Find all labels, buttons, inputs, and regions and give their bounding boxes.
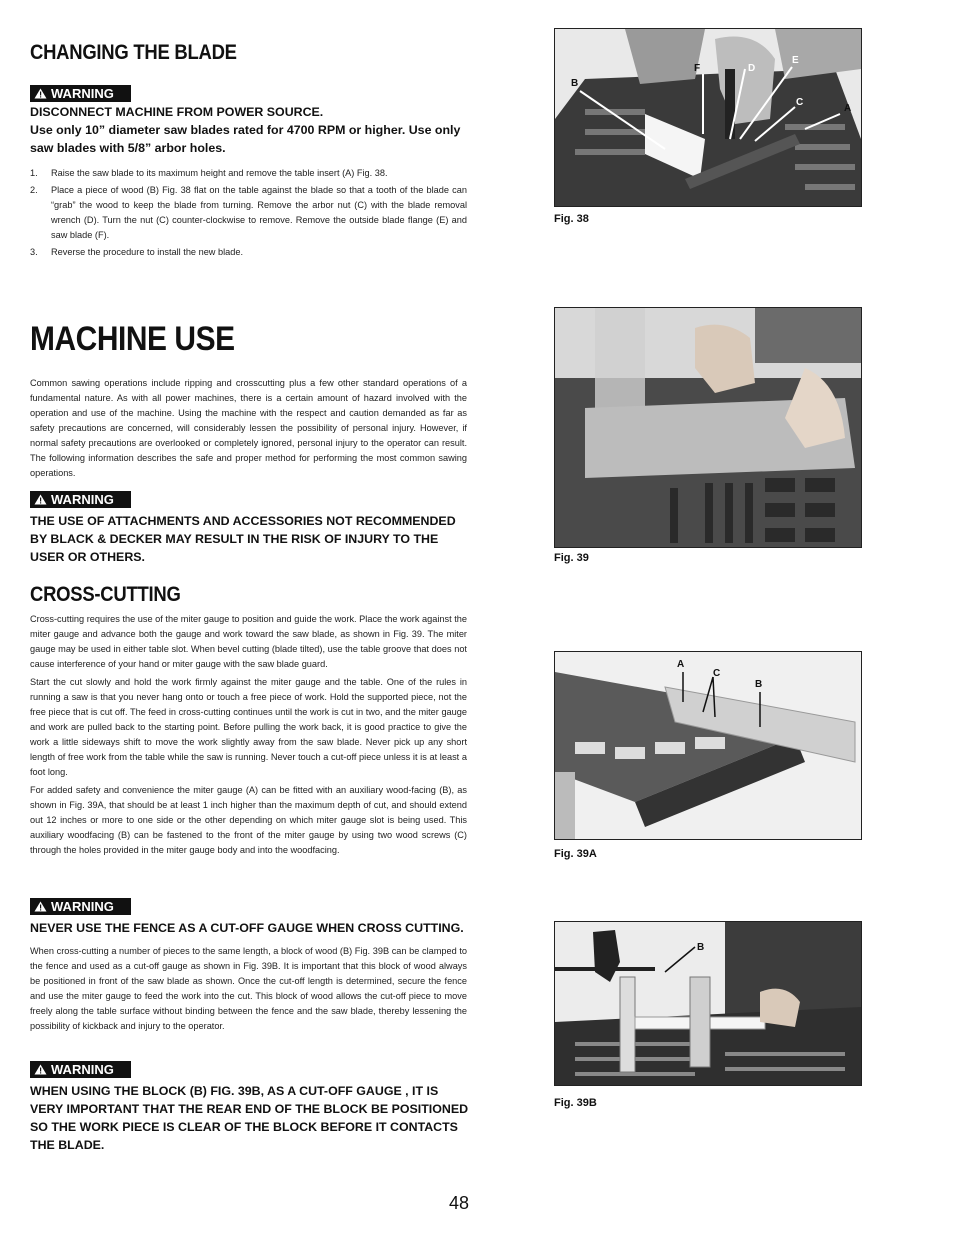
fig39a-label-a: A xyxy=(677,659,685,670)
list-item: 1. Raise the saw blade to its maximum height and remove the table insert (A) Fig. 38. xyxy=(30,168,388,178)
cross-cutting-heading: CROSS-CUTTING xyxy=(30,583,181,606)
warning-badge xyxy=(30,898,131,915)
warning-label: WARNING xyxy=(51,86,114,101)
fig39b-caption: Fig. 39B xyxy=(554,1097,597,1109)
list-item: 2. Place a piece of wood (B) Fig. 38 flat on the table against the blade so that a tooth of the blade can “grab” the wood to keep the blade from turning. Remove the arbor nut (C) with the blade removal wrench (D). Turn the nut (C) counter-clockwise to remove. Remove the outside blade flange (E) and saw blade (F). xyxy=(30,185,467,240)
warning-triangle-icon xyxy=(34,88,47,99)
warning-label: WARNING xyxy=(51,492,114,507)
fig38-label-a: A xyxy=(844,103,852,114)
fig38-label-b: B xyxy=(571,78,579,89)
warning-badge xyxy=(30,85,131,102)
warning-triangle-icon xyxy=(34,901,47,912)
fig38-label-f: F xyxy=(694,63,701,74)
blade-spec-line: Use only 10” diameter saw blades rated for 4700 RPM or higher. Use only saw blades with 5/8” arbor holes. xyxy=(30,123,461,155)
fig39a-image xyxy=(554,651,862,840)
fig39a-label-c: C xyxy=(713,668,721,679)
fig39-caption: Fig. 39 xyxy=(554,552,589,564)
fig39b-label-b: B xyxy=(697,942,705,953)
blade-steps-list xyxy=(30,166,467,262)
fig39a-caption: Fig. 39A xyxy=(554,848,597,860)
paragraph: Start the cut slowly and hold the work firmly against the miter gauge and the table. One of the rules in running a saw is that you never hang onto or touch a free piece of work. Hold the supported piece, not the free piece that is cut off. The feed in cross-cutting continues until the work is cut in two, and the miter gauge and work are pulled back to the starting point. Before pulling the work back, it is good practice to give the work a little sideways shift to move the work slightly away from the saw blade. Never pick up any short length of free work from the table while the saw is running. Never touch a cut-off piece unless it is at least a foot long. xyxy=(30,677,467,777)
warning-badge xyxy=(30,491,131,508)
warning-triangle-icon xyxy=(34,494,47,505)
changing-blade-heading: CHANGING THE BLADE xyxy=(30,41,237,64)
blade-warning-text xyxy=(30,103,470,157)
cross-cutting-body xyxy=(30,612,467,861)
warning-label: WARNING xyxy=(51,1062,114,1077)
machine-use-intro: Common sawing operations include ripping and crosscutting plus a few other standard operations of a fundamental nature. As with all power machines, there is a certain amount of hazard involved with the operation and use of the machine. Using the machine with the respect and caution demanded as far as safety precautions are concerned, will considerably lessen the possibility of personal injury. However, if normal safety precautions are overlooked or completely ignored, personal injury to the operator can result. The following information describes the safe and proper method for performing the most common sawing operations. xyxy=(30,378,467,478)
warning-triangle-icon xyxy=(34,1064,47,1075)
fig38-label-e: E xyxy=(792,55,799,66)
fig38-caption: Fig. 38 xyxy=(554,213,589,225)
fig39b-image xyxy=(554,921,862,1086)
block-paragraph: When cross-cutting a number of pieces to the same length, a block of wood (B) Fig. 39B can be clamped to the fence and used as a cut-off gauge as shown in Fig. 39B. It is important that this block of wood always be positioned in front of the saw blade as shown. Once the cut-off length is determined, secure the fence and use the miter gauge to feed the work into the cut. This block of wood allows the cut-off piece to move freely along the table surface without binding between the fence and the saw blade, thereby lessening the possibility of kickback and injury to the operator. xyxy=(30,946,467,1031)
block-warning-text: WHEN USING THE BLOCK (B) FIG. 39B, AS A CUT-OFF GAUGE , IT IS VERY IMPORTANT THAT THE REAR END OF THE BLOCK BE POSITIONED SO THE WORK PIECE IS CLEAR OF THE BLOCK BEFORE IT CONTACTS THE BLADE. xyxy=(30,1084,469,1152)
fig38-label-c: C xyxy=(796,97,804,108)
list-item: 3. Reverse the procedure to install the new blade. xyxy=(30,247,244,257)
fig39-image xyxy=(554,307,862,548)
warning-label: WARNING xyxy=(51,899,114,914)
fence-warning-text: NEVER USE THE FENCE AS A CUT-OFF GAUGE WHEN CROSS CUTTING. xyxy=(30,921,464,935)
fig38-label-d: D xyxy=(748,63,756,74)
paragraph: Cross-cutting requires the use of the miter gauge to position and guide the work. Place the work against the miter gauge and advance both the gauge and work toward the saw blade, as shown in Fig. 39. The miter gauge may be used in either table slot. When bevel cutting (blade tilted), use the table groove that does not cause interference of your hand or miter gauge with the saw blade guard. xyxy=(30,614,467,669)
fig39a-label-b: B xyxy=(755,679,763,690)
paragraph: For added safety and convenience the miter gauge (A) can be fitted with an auxiliary wood-facing (B), as shown in Fig. 39A, that should be at least 1 inch higher than the maximum depth of cut, and should extend out 12 inches or more to one side or the other depending on which miter gauge slot is being used. This auxiliary woodfacing (B) can be fastened to the front of the miter gauge by using two wood screws (C) through the holes provided in the miter gauge body and into the woodfacing. xyxy=(30,785,467,855)
machine-use-heading: MACHINE USE xyxy=(30,320,235,358)
accessories-warning-text: THE USE OF ATTACHMENTS AND ACCESSORIES NOT RECOMMENDED BY BLACK & DECKER MAY RESULT IN THE RISK OF INJURY TO THE USER OR OTHERS. xyxy=(30,514,456,564)
fig38-image xyxy=(554,28,862,207)
page-number: 48 xyxy=(449,1193,470,1213)
warning-badge xyxy=(30,1061,131,1078)
disconnect-line: DISCONNECT MACHINE FROM POWER SOURCE. xyxy=(30,105,324,119)
